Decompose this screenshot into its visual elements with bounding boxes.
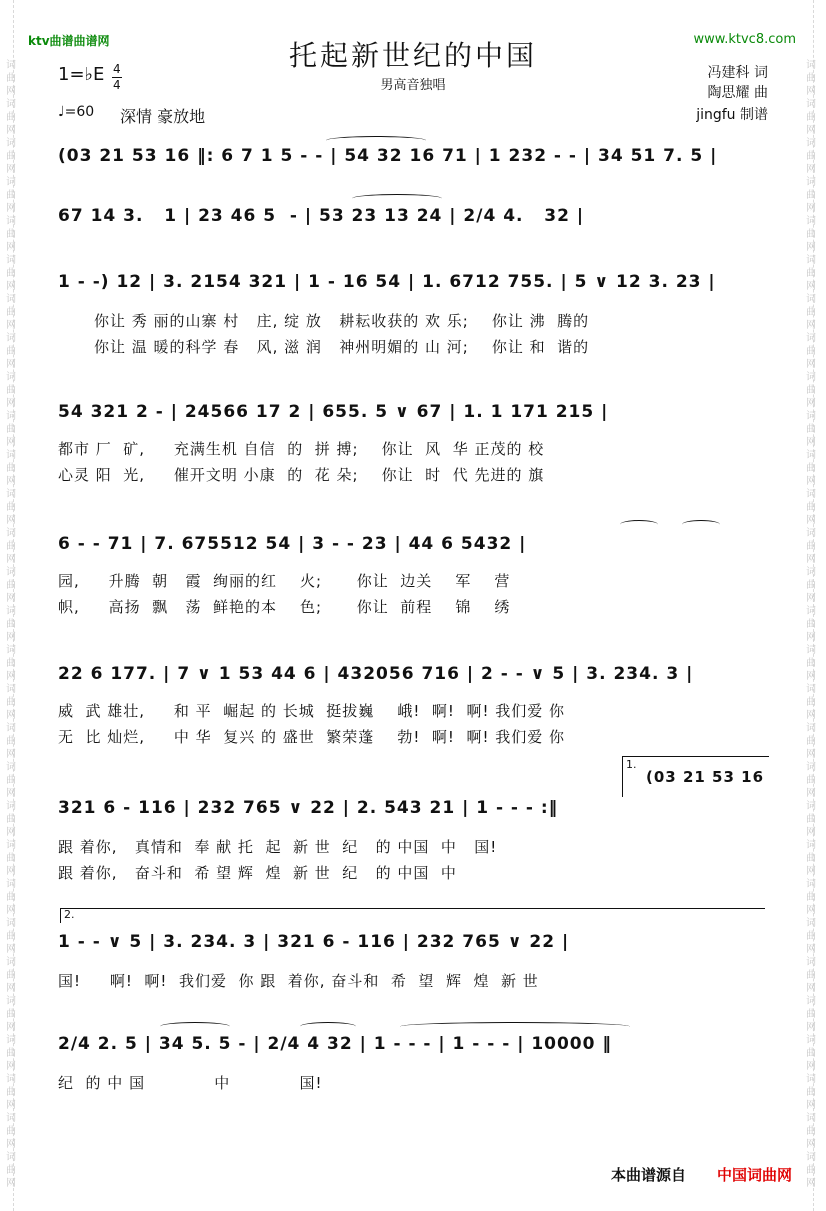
watermark-glyph: 词: [6, 567, 16, 578]
watermark-glyph: 词: [6, 99, 16, 110]
watermark-strip-right: [802, 0, 824, 1211]
watermark-glyph: 词: [806, 450, 816, 461]
watermark-glyph: 词: [806, 99, 816, 110]
watermark-glyph: 网: [6, 788, 16, 799]
watermark-glyph: 词: [806, 333, 816, 344]
watermark-glyph: 词: [6, 840, 16, 851]
watermark-glyph: 网: [6, 359, 16, 370]
watermark-glyph: 网: [806, 866, 816, 877]
watermark-glyph: 网: [6, 1061, 16, 1072]
watermark-glyph: 曲: [806, 697, 816, 708]
watermark-glyph: 词: [806, 918, 816, 929]
tie-mark: [160, 1022, 230, 1031]
watermark-glyph: 网: [806, 125, 816, 136]
watermark-glyph: 网: [6, 944, 16, 955]
watermark-glyph: 词: [6, 996, 16, 1007]
watermark-glyph: 网: [6, 1178, 16, 1189]
score-system-4: 54 321 2 - | 24566 17 2 | 655. 5 ∨ 67 | 1. 1 171 215 |: [58, 402, 609, 422]
watermark-glyph: 词: [6, 1152, 16, 1163]
watermark-glyph: 词: [6, 450, 16, 461]
watermark-glyph: 曲: [6, 970, 16, 981]
score-system-2: 67 14 3. 1 | 23 46 5 - | 53 23 13 24 | 2/4 4. 32 |: [58, 206, 585, 226]
watermark-glyph: 曲: [806, 502, 816, 513]
watermark-glyph: 曲: [806, 658, 816, 669]
watermark-glyph: 网: [6, 1139, 16, 1150]
watermark-glyph: 词: [806, 762, 816, 773]
watermark-glyph: 曲: [6, 853, 16, 864]
watermark-glyph: 词: [6, 684, 16, 695]
watermark-glyph: 曲: [6, 658, 16, 669]
lyric-verse-2: 无 比 灿烂, 中 华 复兴 的 盛世 繁荣蓬 勃! 啊! 啊! 我们爱 你: [58, 728, 566, 746]
watermark-glyph: 网: [806, 749, 816, 760]
lyric-verse-2: 心灵 阳 光, 催开文明 小康 的 花 朵; 你让 时 代 先进的 旗: [58, 466, 545, 484]
watermark-glyph: 曲: [806, 1048, 816, 1059]
watermark-glyph: 曲: [806, 229, 816, 240]
watermark-glyph: 网: [806, 476, 816, 487]
lyric-verse-2: 帜, 高扬 飘 荡 鲜艳的本 色; 你让 前程 锦 绣: [58, 598, 511, 616]
watermark-glyph: 网: [6, 866, 16, 877]
tie-mark: [352, 194, 442, 203]
watermark-glyph: 词: [806, 216, 816, 227]
watermark-glyph: 网: [6, 671, 16, 682]
watermark-glyph: 网: [806, 242, 816, 253]
watermark-glyph: 词: [6, 411, 16, 422]
slur-mark: [326, 136, 426, 145]
meter-denominator: 4: [113, 78, 121, 92]
watermark-glyph: 网: [6, 437, 16, 448]
watermark-glyph: 曲: [806, 619, 816, 630]
watermark-glyph: 网: [6, 749, 16, 760]
watermark-glyph: 网: [6, 203, 16, 214]
watermark-glyph: 词: [6, 879, 16, 890]
watermark-glyph: 网: [806, 281, 816, 292]
watermark-glyph: 网: [806, 437, 816, 448]
watermark-glyph: 词: [806, 801, 816, 812]
second-ending-bracket: [60, 908, 765, 923]
watermark-glyph: 曲: [6, 931, 16, 942]
watermark-glyph: 网: [6, 515, 16, 526]
watermark-glyph: 词: [6, 216, 16, 227]
second-ending-label: 2.: [64, 908, 75, 921]
watermark-glyph: 曲: [806, 541, 816, 552]
watermark-glyph: 词: [6, 1113, 16, 1124]
tie-mark: [300, 1022, 356, 1031]
watermark-glyph: 词: [806, 879, 816, 890]
watermark-strip-left: [2, 0, 24, 1211]
watermark-glyph: 词: [806, 372, 816, 383]
watermark-glyph: 网: [806, 905, 816, 916]
watermark-glyph: 词: [806, 1152, 816, 1163]
watermark-glyph: 词: [806, 645, 816, 656]
watermark-glyph: 曲: [806, 385, 816, 396]
watermark-glyph: 网: [6, 242, 16, 253]
score-system-6: 22 6 177. | 7 ∨ 1 53 44 6 | 432056 716 | 2 - - ∨ 5 | 3. 234. 3 |: [58, 664, 694, 684]
watermark-glyph: 网: [6, 281, 16, 292]
watermark-glyph: 词: [806, 528, 816, 539]
watermark-glyph: 网: [806, 164, 816, 175]
watermark-glyph: 曲: [6, 1126, 16, 1137]
watermark-glyph: 网: [806, 1061, 816, 1072]
watermark-glyph: 曲: [6, 697, 16, 708]
watermark-glyph: 词: [6, 1035, 16, 1046]
watermark-glyph: 网: [6, 983, 16, 994]
watermark-glyph: 网: [806, 359, 816, 370]
watermark-glyph: 曲: [806, 424, 816, 435]
watermark-glyph: 词: [6, 177, 16, 188]
lyricist-credit: 冯建科 词: [707, 65, 768, 81]
song-subtitle: 男高音独唱: [380, 78, 446, 93]
tie-mark: [620, 520, 658, 529]
watermark-glyph: 词: [6, 801, 16, 812]
watermark-glyph: 词: [806, 411, 816, 422]
watermark-glyph: 网: [806, 1100, 816, 1111]
watermark-glyph: 网: [6, 710, 16, 721]
score-system-3: 1 - -) 12 | 3. 2154 321 | 1 - 16 54 | 1. 6712 755. | 5 ∨ 12 3. 23 |: [58, 272, 716, 292]
watermark-glyph: 网: [806, 320, 816, 331]
expression-marking: 深情 豪放地: [120, 107, 206, 126]
watermark-glyph: 曲: [806, 151, 816, 162]
watermark-glyph: 网: [806, 983, 816, 994]
watermark-glyph: 网: [6, 905, 16, 916]
score-system-7: 321 6 - 116 | 232 765 ∨ 22 | 2. 543 21 | 1 - - - :‖: [58, 798, 559, 818]
watermark-glyph: 曲: [6, 892, 16, 903]
source-label: 本曲谱源自: [610, 1166, 686, 1184]
watermark-glyph: 曲: [6, 541, 16, 552]
watermark-glyph: 曲: [6, 151, 16, 162]
first-ending-label: 1.: [626, 758, 637, 771]
watermark-glyph: 曲: [6, 775, 16, 786]
watermark-glyph: 曲: [6, 229, 16, 240]
composer-credit: 陶思耀 曲: [707, 85, 768, 101]
watermark-glyph: 曲: [806, 463, 816, 474]
watermark-glyph: 网: [6, 320, 16, 331]
watermark-glyph: 词: [6, 138, 16, 149]
watermark-glyph: 网: [806, 632, 816, 643]
watermark-glyph: 网: [6, 164, 16, 175]
watermark-glyph: 曲: [6, 385, 16, 396]
watermark-glyph: 词: [806, 489, 816, 500]
watermark-glyph: 曲: [806, 346, 816, 357]
watermark-glyph: 曲: [6, 580, 16, 591]
watermark-glyph: 网: [806, 203, 816, 214]
watermark-glyph: 曲: [806, 1165, 816, 1176]
watermark-glyph: 词: [6, 60, 16, 71]
song-title: 托起新世纪的中国: [288, 39, 537, 72]
lyric-coda: 国! 啊! 啊! 我们爱 你 跟 着你, 奋斗和 希 望 辉 煌 新 世: [58, 972, 539, 990]
watermark-glyph: 词: [6, 723, 16, 734]
watermark-glyph: 曲: [806, 1009, 816, 1020]
watermark-glyph: 词: [6, 333, 16, 344]
watermark-glyph: 曲: [806, 73, 816, 84]
watermark-glyph: 词: [6, 606, 16, 617]
watermark-glyph: 词: [6, 372, 16, 383]
watermark-glyph: 词: [6, 489, 16, 500]
lyric-coda: 纪 的 中 国 中 国!: [58, 1074, 323, 1092]
watermark-glyph: 词: [6, 762, 16, 773]
watermark-glyph: 词: [806, 684, 816, 695]
watermark-glyph: 词: [806, 957, 816, 968]
watermark-glyph: 曲: [806, 307, 816, 318]
watermark-glyph: 网: [6, 125, 16, 136]
watermark-glyph: 词: [806, 723, 816, 734]
watermark-glyph: 网: [806, 1178, 816, 1189]
watermark-glyph: 词: [6, 918, 16, 929]
watermark-glyph: 词: [806, 996, 816, 1007]
watermark-glyph: 词: [806, 606, 816, 617]
watermark-glyph: 词: [806, 138, 816, 149]
watermark-glyph: 曲: [806, 580, 816, 591]
watermark-glyph: 词: [806, 1035, 816, 1046]
score-system-9: 2/4 2. 5 | 34 5. 5 - | 2/4 4 32 | 1 - - - | 1 - - - | 10000 ‖: [58, 1034, 612, 1054]
tie-mark: [400, 1022, 630, 1031]
lyric-verse-1: 跟 着你, 真情和 奉 献 托 起 新 世 纪 的 中国 中 国!: [58, 838, 498, 856]
watermark-glyph: 曲: [6, 1048, 16, 1059]
watermark-glyph: 词: [6, 645, 16, 656]
watermark-glyph: 词: [806, 567, 816, 578]
watermark-glyph: 曲: [806, 112, 816, 123]
watermark-glyph: 网: [806, 398, 816, 409]
watermark-glyph: 曲: [806, 736, 816, 747]
watermark-glyph: 网: [806, 788, 816, 799]
watermark-glyph: 曲: [6, 814, 16, 825]
watermark-glyph: 网: [6, 827, 16, 838]
site-url-right[interactable]: www.ktvc8.com: [693, 32, 796, 47]
key-signature: 1=♭E: [58, 64, 105, 85]
watermark-glyph: 网: [806, 827, 816, 838]
watermark-glyph: 词: [806, 177, 816, 188]
score-system-1: (03 21 53 16 ‖: 6 7 1 5 - - | 54 32 16 71 | 1 232 - - | 34 51 7. 5 |: [58, 146, 718, 166]
watermark-glyph: 网: [806, 515, 816, 526]
watermark-glyph: 网: [806, 86, 816, 97]
watermark-glyph: 网: [6, 1100, 16, 1111]
watermark-glyph: 网: [806, 671, 816, 682]
watermark-glyph: 曲: [6, 619, 16, 630]
watermark-glyph: 词: [6, 528, 16, 539]
watermark-glyph: 网: [6, 86, 16, 97]
watermark-glyph: 网: [806, 1139, 816, 1150]
watermark-glyph: 网: [6, 1022, 16, 1033]
watermark-glyph: 词: [806, 840, 816, 851]
notation-credit: jingfu 制谱: [696, 107, 768, 123]
site-logo-left[interactable]: ktv曲谱曲谱网: [28, 34, 110, 48]
watermark-glyph: 词: [806, 294, 816, 305]
watermark-glyph: 网: [806, 593, 816, 604]
watermark-glyph: 曲: [6, 190, 16, 201]
lyric-verse-2: 跟 着你, 奋斗和 希 望 辉 煌 新 世 纪 的 中国 中: [58, 864, 457, 882]
lyric-verse-1: 你让 秀 丽的山寨 村 庄, 绽 放 耕耘收获的 欢 乐; 你让 沸 腾的: [94, 312, 590, 330]
watermark-glyph: 曲: [6, 346, 16, 357]
watermark-glyph: 词: [806, 1074, 816, 1085]
watermark-glyph: 曲: [806, 1087, 816, 1098]
watermark-glyph: 曲: [806, 190, 816, 201]
lyric-verse-2: 你让 温 暖的科学 春 风, 滋 润 神州明媚的 山 河; 你让 和 谐的: [94, 338, 590, 356]
watermark-glyph: 曲: [806, 814, 816, 825]
watermark-glyph: 曲: [6, 268, 16, 279]
watermark-glyph: 词: [6, 957, 16, 968]
watermark-glyph: 曲: [6, 112, 16, 123]
lyric-verse-1: 园, 升腾 朝 霞 绚丽的红 火; 你让 边关 军 营: [58, 572, 511, 590]
watermark-glyph: 词: [806, 60, 816, 71]
watermark-glyph: 曲: [6, 424, 16, 435]
watermark-glyph: 网: [6, 593, 16, 604]
watermark-glyph: 词: [6, 1074, 16, 1085]
watermark-glyph: 网: [6, 398, 16, 409]
meter-numerator: 4: [113, 62, 121, 76]
lyric-verse-1: 威 武 雄壮, 和 平 崛起 的 长城 挺拔巍 峨! 啊! 啊! 我们爱 你: [58, 702, 566, 720]
watermark-glyph: 曲: [806, 931, 816, 942]
watermark-glyph: 曲: [806, 970, 816, 981]
watermark-glyph: 曲: [6, 736, 16, 747]
watermark-glyph: 曲: [806, 853, 816, 864]
watermark-glyph: 曲: [806, 268, 816, 279]
watermark-glyph: 网: [806, 1022, 816, 1033]
watermark-glyph: 网: [6, 632, 16, 643]
lyric-verse-1: 都市 厂 矿, 充满生机 自信 的 拼 搏; 你让 风 华 正茂的 校: [58, 440, 545, 458]
watermark-glyph: 网: [806, 944, 816, 955]
watermark-glyph: 曲: [6, 1087, 16, 1098]
score-system-5: 6 - - 71 | 7. 675512 54 | 3 - - 23 | 44 6 5432 |: [58, 534, 527, 554]
watermark-glyph: 曲: [806, 892, 816, 903]
watermark-glyph: 曲: [6, 1165, 16, 1176]
source-site-link[interactable]: 中国词曲网: [716, 1166, 792, 1184]
watermark-glyph: 曲: [6, 307, 16, 318]
first-ending-intro: (03 21 53 16: [646, 768, 765, 786]
watermark-glyph: 曲: [6, 1009, 16, 1020]
watermark-glyph: 网: [6, 476, 16, 487]
watermark-glyph: 网: [6, 554, 16, 565]
watermark-glyph: 曲: [6, 73, 16, 84]
watermark-glyph: 曲: [806, 775, 816, 786]
watermark-glyph: 网: [806, 554, 816, 565]
watermark-glyph: 词: [806, 255, 816, 266]
tie-mark: [682, 520, 720, 529]
score-system-8: 1 - - ∨ 5 | 3. 234. 3 | 321 6 - 116 | 232 765 ∨ 22 |: [58, 932, 570, 952]
watermark-glyph: 词: [806, 1113, 816, 1124]
watermark-glyph: 词: [6, 294, 16, 305]
watermark-glyph: 网: [806, 710, 816, 721]
watermark-glyph: 曲: [6, 502, 16, 513]
watermark-glyph: 词: [6, 255, 16, 266]
tempo-marking: ♩=60: [58, 104, 95, 120]
watermark-glyph: 曲: [6, 463, 16, 474]
watermark-glyph: 曲: [806, 1126, 816, 1137]
